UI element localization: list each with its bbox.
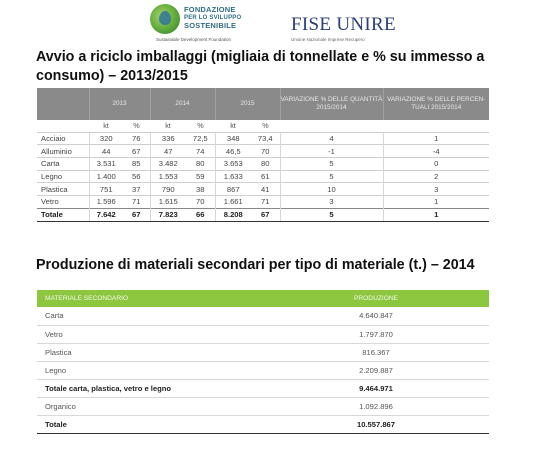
table-cell: 1.615 [150,195,186,208]
material-label: Organico [37,397,263,415]
table-cell: 1.633 [215,170,251,183]
table-cell: 56 [123,170,150,183]
header-cell: 2014 [150,88,215,120]
unit-cell: kt [103,121,109,131]
table-cell: 80 [251,157,280,170]
table-cell: 46,5 [215,145,251,158]
fise-unire-subtitle: Unione Nazionale Imprese Recupero [291,37,365,42]
table-row [37,415,489,433]
row-label: Alluminio [37,145,89,158]
table-cell: 37 [123,183,150,196]
total-cell: 66 [186,208,215,221]
total-cell: 7.642 [89,208,123,221]
table-cell: 72,5 [186,132,215,145]
table-row [37,343,489,361]
table-cell: 2 [383,170,489,183]
fise-unire-logo [291,14,401,40]
production-value: 10.557.867 [263,415,489,433]
material-label: Plastica [37,343,263,361]
table-cell: 1.400 [89,170,123,183]
logo-row [0,0,539,46]
table-cell: 61 [251,170,280,183]
unit-cell: kt [230,121,236,131]
table-row [37,307,489,325]
table-cell: 73,4 [251,132,280,145]
table-cell: 1.661 [215,195,251,208]
production-value: 2.209.887 [263,361,489,379]
unit-cell: % [197,121,204,131]
table-row [37,195,489,208]
secondary-materials-table [37,290,489,434]
table-row [37,170,489,183]
table-cell: 867 [215,183,251,196]
table-cell: 3.653 [215,157,251,170]
table-cell: 1 [383,195,489,208]
table-row [37,397,489,415]
table-row [37,325,489,343]
unit-cell: % [133,121,140,131]
table-cell: 5 [280,170,383,183]
header-cell: 2015 [215,88,280,120]
fise-unire-name: FISE UNIRE [291,14,396,35]
unit-cell [37,120,89,132]
table-cell: 790 [150,183,186,196]
row-label: Vetro [37,195,89,208]
table-cell: 59 [186,170,215,183]
fondazione-line3: SOSTENIBILE [184,21,237,30]
table-cell: 44 [89,145,123,158]
table-cell: 76 [123,132,150,145]
unit-cell [280,120,383,132]
table-cell: 10 [280,183,383,196]
table1-title: Avvio a riciclo imballaggi (migliaia di tonnellate e % su immesso a consumo) – 2013/2015 [36,49,485,84]
table-cell: 3 [280,195,383,208]
production-value: 816.367 [263,343,489,361]
total-cell: 67 [251,208,280,221]
table-cell: 67 [123,145,150,158]
table-cell: 1.596 [89,195,123,208]
header-cell: 2013 [89,88,150,120]
table-cell: 71 [251,195,280,208]
table-cell: 70 [251,145,280,158]
material-label: Vetro [37,325,263,343]
table-cell: 71 [123,195,150,208]
recycling-table [37,88,489,222]
table-row [37,145,489,158]
unit-cell: % [262,121,269,131]
total-cell: 8.208 [215,208,251,221]
row-label: Carta [37,157,89,170]
table-cell: 38 [186,183,215,196]
table-cell: 3.482 [150,157,186,170]
header-material: MATERIALE SECONDARIO [37,290,263,307]
unit-cell: kt [165,121,171,131]
fondazione-logo-text [184,6,264,30]
table-row [37,379,489,397]
table-cell: 751 [89,183,123,196]
globe-icon [150,4,180,34]
row-label: Plastica [37,183,89,196]
table-cell: 41 [251,183,280,196]
table-cell: 3.531 [89,157,123,170]
total-cell: 7.823 [150,208,186,221]
table-cell: 80 [186,157,215,170]
table-cell: 336 [150,132,186,145]
material-label: Totale carta, plastica, vetro e legno [37,379,263,397]
table-row [37,183,489,196]
fondazione-line2: PER LO SVILUPPO [184,15,242,21]
table-cell: 0 [383,157,489,170]
header-cell: VARIAZIONE % DELLE PERCEN- TUALI 2015/2014 [383,88,489,120]
table-cell: 47 [150,145,186,158]
table-cell: -1 [280,145,383,158]
table-row [37,157,489,170]
total-label: Totale [37,208,89,221]
material-label: Carta [37,307,263,325]
fondazione-subtitle: Sustainable Development Foundation [156,37,232,42]
header-cell: VARIAZIONE % DELLE QUANTITÀ 2015/2014 [280,88,383,120]
material-label: Legno [37,361,263,379]
table-cell: 4 [280,132,383,145]
row-label: Acciaio [37,132,89,145]
recycling-table-header [37,88,489,120]
table-cell: 348 [215,132,251,145]
total-cell: 67 [123,208,150,221]
material-label: Totale [37,415,263,433]
units-row [37,120,489,132]
total-cell: 1 [383,208,489,221]
production-value: 1.092.896 [263,397,489,415]
table-row [37,361,489,379]
row-label: Legno [37,170,89,183]
header-cell [37,88,89,120]
total-row [37,208,489,221]
table2-title: Produzione di materiali secondari per tipo di materiale (t.) – 2014 [36,257,475,273]
secondary-materials-header [37,290,489,307]
production-value: 9.464.971 [263,379,489,397]
total-cell: 5 [280,208,383,221]
table-cell: 3 [383,183,489,196]
table-cell: -4 [383,145,489,158]
fondazione-line1: FONDAZIONE [184,5,236,14]
table-cell: 74 [186,145,215,158]
table-cell: 5 [280,157,383,170]
fondazione-logo [150,4,260,44]
table-cell: 1 [383,132,489,145]
table-cell: 85 [123,157,150,170]
table-cell: 70 [186,195,215,208]
unit-cell [383,120,489,132]
header-production: PRODUZIONE [263,290,489,307]
production-value: 1.797.870 [263,325,489,343]
table-cell: 1.553 [150,170,186,183]
table-row [37,132,489,145]
table-cell: 320 [89,132,123,145]
production-value: 4.640.847 [263,307,489,325]
